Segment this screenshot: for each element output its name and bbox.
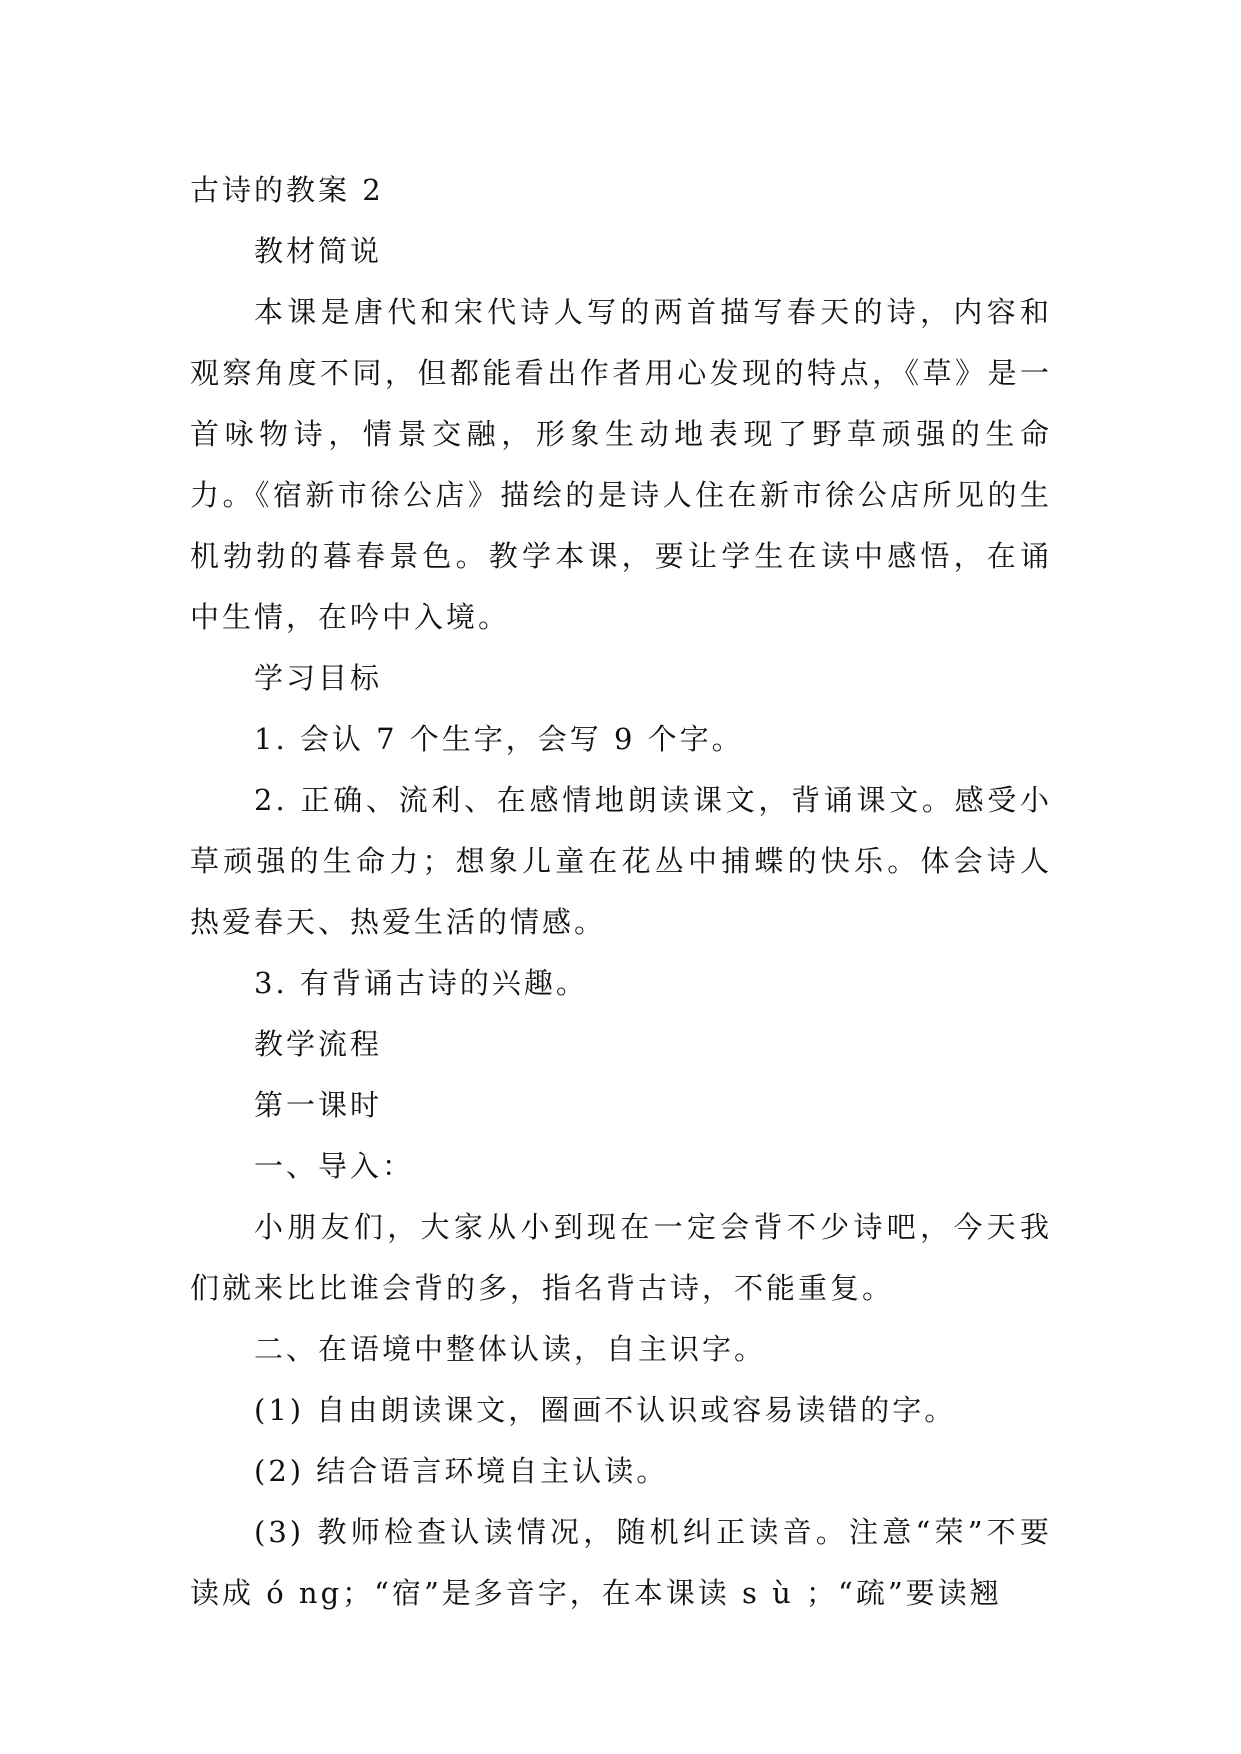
section-heading-process: 教学流程	[254, 1027, 383, 1061]
document-body	[190, 160, 1052, 1624]
lesson-period-heading: 第一课时	[254, 1088, 383, 1122]
paragraph-intro-body: 小朋友们，大家从小到现在一定会背不少诗吧，今天我们就来比比谁会背的多，指名背古诗，不能重复。	[190, 1210, 1052, 1305]
step-heading-reading: 二、在语境中整体认读，自主识字。	[254, 1332, 767, 1366]
paragraph-materials-body: 本课是唐代和宋代诗人写的两首描写春天的诗，内容和观察角度不同，但都能看出作者用心发现的特点，《草》是一首咏物诗，情景交融，形象生动地表现了野草顽强的生命力。《宿新市徐公店》描绘的是诗人住在新市徐公店所见的生机勃勃的暮春景色。教学本课，要让学生在读中感悟，在诵中生情，在吟中入境。	[190, 295, 1052, 634]
reading-step-2: (2) 结合语言环境自主认读。	[254, 1454, 669, 1488]
reading-step-3: (3) 教师检查认读情况，随机纠正读音。注意“荣”不要读成 ó ng；“宿”是多音字，在本课读 s ù ；“疏”要读翘	[190, 1515, 1052, 1610]
objective-item-1: 1. 会认 7 个生字，会写 9 个字。	[254, 722, 744, 756]
section-heading-materials: 教材简说	[254, 234, 383, 268]
step-heading-intro: 一、导入：	[254, 1149, 415, 1183]
document-title: 古诗的教案 2	[190, 173, 384, 207]
section-heading-objectives: 学习目标	[254, 661, 383, 695]
objective-item-2: 2. 正确、流利、在感情地朗读课文，背诵课文。感受小草顽强的生命力；想象儿童在花丛中捕蝶的快乐。体会诗人热爱春天、热爱生活的情感。	[190, 783, 1052, 939]
objective-item-3: 3. 有背诵古诗的兴趣。	[254, 966, 588, 1000]
reading-step-1: (1) 自由朗读课文，圈画不认识或容易读错的字。	[254, 1393, 957, 1427]
